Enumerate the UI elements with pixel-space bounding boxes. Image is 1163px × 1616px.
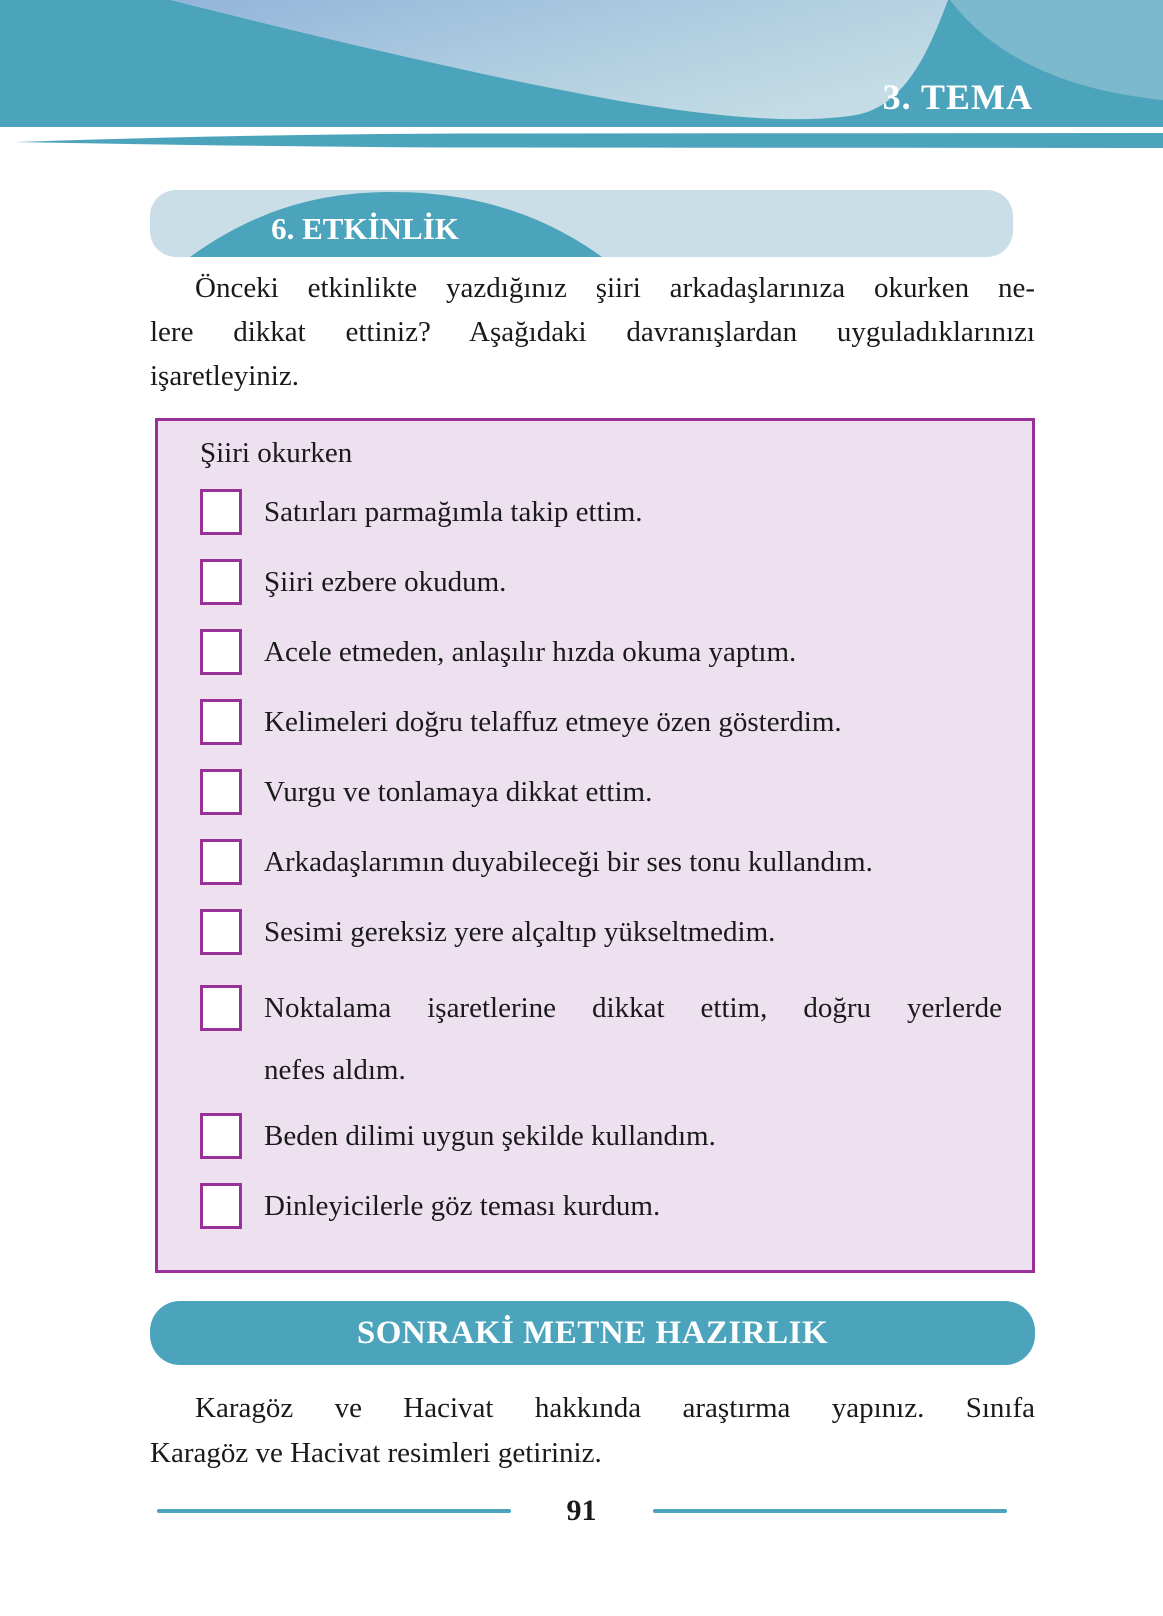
footer-rule-right — [653, 1509, 1007, 1513]
checkbox[interactable] — [200, 629, 242, 675]
closing-paragraph — [150, 1386, 1035, 1476]
checkbox[interactable] — [200, 559, 242, 605]
checklist-item — [200, 477, 1002, 547]
checkbox[interactable] — [200, 1183, 242, 1229]
checklist-item-label: Sesimi gereksiz yere alçaltıp yükseltmedim. — [264, 915, 776, 948]
theme-label: 3. TEMA — [882, 77, 1033, 117]
checkbox[interactable] — [200, 769, 242, 815]
checklist-item — [200, 967, 1002, 1101]
checklist-item-label: Beden dilimi uygun şekilde kullandım. — [264, 1119, 716, 1152]
checklist-item-line: nefes aldım. — [264, 1054, 406, 1086]
checklist-item-line: Noktalama işaretlerine dikkat ettim, doğru yerlerde — [264, 992, 1002, 1024]
intro-line: lere dikkat ettiniz? Aşağıdaki davranışlardan uyguladıklarınızı — [150, 316, 1035, 348]
checklist-item — [200, 617, 1002, 687]
checklist-item-label: Kelimeleri doğru telaffuz etmeye özen gösterdim. — [264, 705, 842, 738]
page-footer — [0, 1496, 1163, 1526]
checklist-item — [200, 547, 1002, 617]
intro-line: Önceki etkinlikte yazdığınız şiiri arkadaşlarınıza okurken ne- — [195, 272, 1035, 304]
checklist-item-label — [264, 977, 1002, 1101]
checklist-panel — [155, 418, 1035, 1273]
page-number: 91 — [566, 1494, 597, 1527]
checkbox[interactable] — [200, 699, 242, 745]
checklist-item — [200, 687, 1002, 757]
page-header-band — [0, 0, 1163, 127]
checklist-item-label: Arkadaşlarımın duyabileceği bir ses tonu kullandım. — [264, 845, 873, 878]
checklist-item — [200, 757, 1002, 827]
closing-line: Karagöz ve Hacivat hakkında araştırma yapınız. Sınıfa — [195, 1392, 1035, 1424]
activity-badge-label: 6. ETKİNLİK — [271, 210, 459, 246]
checkbox[interactable] — [200, 839, 242, 885]
checkbox[interactable] — [200, 1113, 242, 1159]
checkbox[interactable] — [200, 489, 242, 535]
checklist-title: Şiiri okurken — [200, 437, 353, 469]
checklist-item-label: Şiiri ezbere okudum. — [264, 565, 507, 598]
checklist-item — [200, 1171, 1002, 1241]
checklist-item-label: Dinleyicilerle göz teması kurdum. — [264, 1189, 661, 1222]
checklist-item-label: Acele etmeden, anlaşılır hızda okuma yaptım. — [264, 635, 797, 668]
next-text-banner — [150, 1301, 1035, 1365]
checklist-item — [200, 1101, 1002, 1171]
checklist-item — [200, 827, 1002, 897]
closing-line: Karagöz ve Hacivat resimleri getiriniz. — [150, 1437, 602, 1469]
checkbox[interactable] — [200, 909, 242, 955]
checklist-item-label: Vurgu ve tonlamaya dikkat ettim. — [264, 775, 653, 808]
footer-rule-left — [157, 1509, 511, 1513]
checklist-item-label: Satırları parmağımla takip ettim. — [264, 495, 643, 528]
intro-paragraph — [150, 266, 1035, 398]
checkbox[interactable] — [200, 985, 242, 1031]
header-swoosh-line — [0, 131, 1163, 153]
activity-badge — [150, 190, 1013, 257]
intro-line: işaretleyiniz. — [150, 360, 299, 392]
next-text-banner-label: SONRAKİ METNE HAZIRLIK — [356, 1314, 829, 1351]
checklist-item — [200, 897, 1002, 967]
